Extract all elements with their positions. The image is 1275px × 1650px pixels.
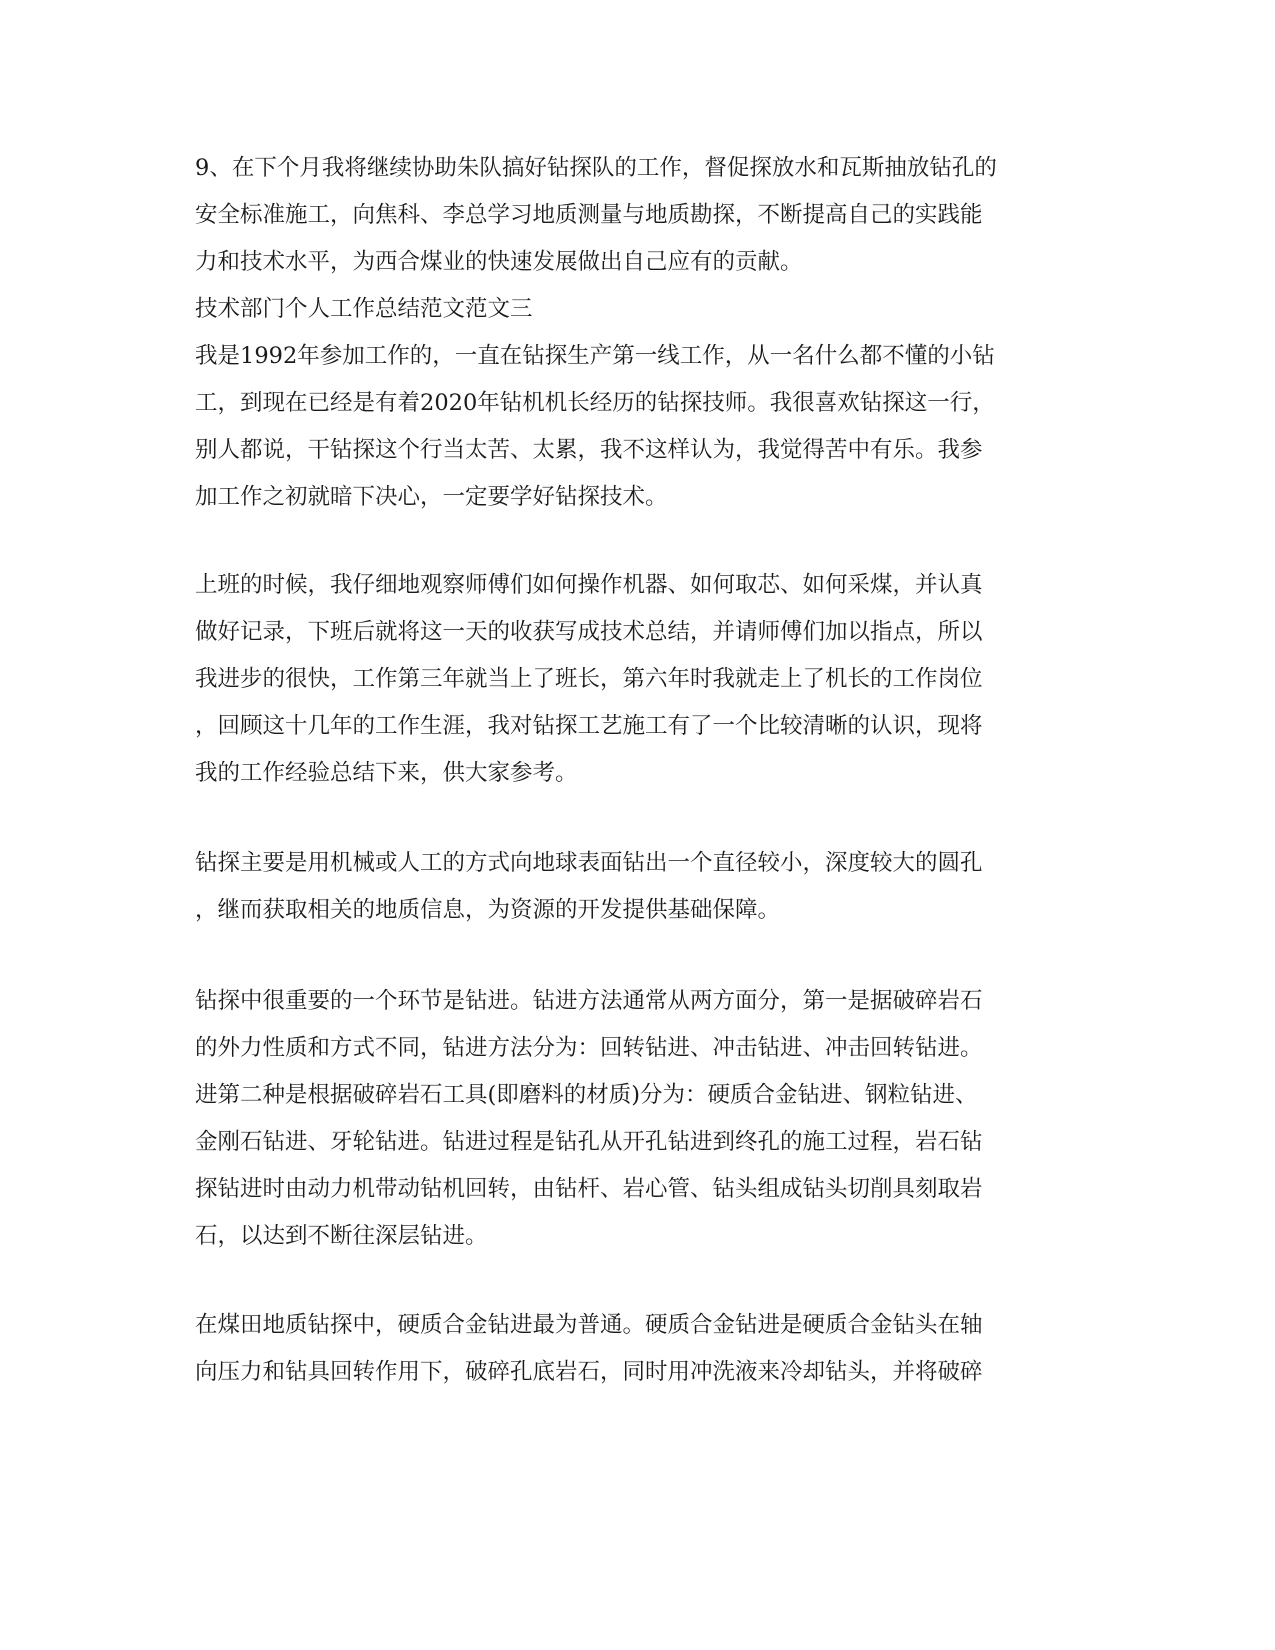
text-line: ，继而获取相关的地质信息，为资源的开发提供基础保障。 — [195, 897, 781, 923]
text-line: 进第二种是根据破碎岩石工具(即磨料的材质)分为：硬质合金钻进、钢粒钻进、 — [195, 1082, 978, 1108]
text-line: 安全标准施工，向焦科、李总学习地质测量与地质勘探，不断提高自己的实践能 — [195, 202, 983, 228]
text-line: 别人都说，干钻探这个行当太苦、太累，我不这样认为，我觉得苦中有乐。我参 — [195, 437, 983, 463]
text-line: 我的工作经验总结下来，供大家参考。 — [195, 760, 578, 786]
text-line: 9、在下个月我将继续协助朱队搞好钻探队的工作，督促探放水和瓦斯抽放钻孔的 — [195, 155, 997, 181]
text-line: 石，以达到不断往深层钻进。 — [195, 1223, 488, 1249]
text-line: 我进步的很快，工作第三年就当上了班长，第六年时我就走上了机长的工作岗位 — [195, 666, 983, 692]
text-line: 金刚石钻进、牙轮钻进。钻进过程是钻孔从开孔钻进到终孔的施工过程，岩石钻 — [195, 1129, 983, 1155]
text-line: 在煤田地质钻探中，硬质合金钻进最为普通。硬质合金钻进是硬质合金钻头在轴 — [195, 1312, 983, 1338]
text-line: ，回顾这十几年的工作生涯，我对钻探工艺施工有了一个比较清晰的认识，现将 — [195, 713, 983, 739]
text-line: 加工作之初就暗下决心，一定要学好钻探技术。 — [195, 484, 668, 510]
text-line: 工，到现在已经是有着2020年钻机机长经历的钻探技师。我很喜欢钻探这一行， — [195, 390, 995, 416]
text-line: 钻探中很重要的一个环节是钻进。钻进方法通常从两方面分，第一是据破碎岩石 — [195, 988, 983, 1014]
text-line: 的外力性质和方式不同，钻进方法分为：回转钻进、冲击钻进、冲击回转钻进。 — [195, 1035, 983, 1061]
section-heading: 技术部门个人工作总结范文范文三 — [195, 296, 533, 322]
text-line: 探钻进时由动力机带动钻机回转，由钻杆、岩心管、钻头组成钻头切削具刻取岩 — [195, 1176, 983, 1202]
text-line: 力和技术水平，为西合煤业的快速发展做出自己应有的贡献。 — [195, 249, 803, 275]
text-line: 上班的时候，我仔细地观察师傅们如何操作机器、如何取芯、如何采煤，并认真 — [195, 572, 983, 598]
text-line: 向压力和钻具回转作用下，破碎孔底岩石，同时用冲洗液来冷却钻头，并将破碎 — [195, 1359, 983, 1385]
text-line: 我是1992年参加工作的，一直在钻探生产第一线工作，从一名什么都不懂的小钻 — [195, 343, 995, 369]
text-line: 钻探主要是用机械或人工的方式向地球表面钻出一个直径较小，深度较大的圆孔 — [195, 850, 983, 876]
text-line: 做好记录，下班后就将这一天的收获写成技术总结，并请师傅们加以指点，所以 — [195, 619, 983, 645]
